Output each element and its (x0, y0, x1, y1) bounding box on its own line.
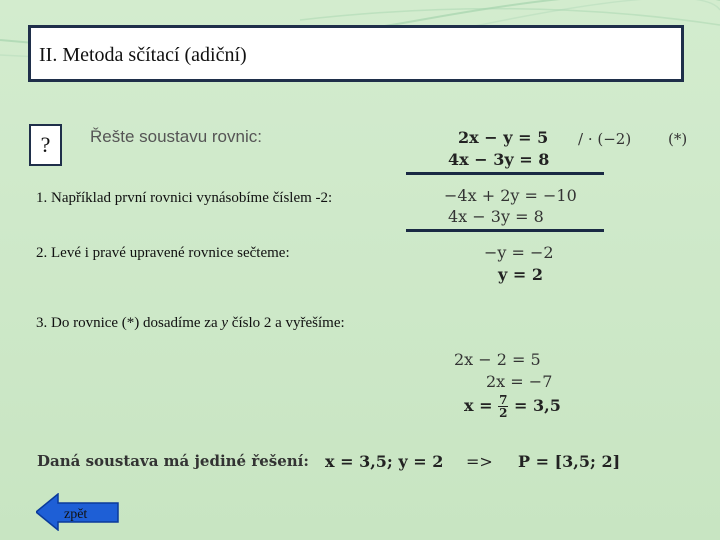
multiply-note: / · (−2) (578, 130, 632, 148)
title-box (28, 25, 684, 82)
step3-eq-c (464, 394, 561, 419)
step-3-var: y (221, 315, 229, 331)
step-1-text: 1. Například první rovnici vynásobíme číslem -2: (36, 190, 333, 206)
step2-eq-b: y = 2 (498, 265, 543, 284)
step1-eq-a: −4x + 2y = −10 (444, 186, 577, 205)
step3-eq-c-pre: x = (464, 396, 493, 415)
step3-eq-c-post: = 3,5 (514, 396, 561, 415)
step2-eq-a: −y = −2 (484, 243, 554, 262)
divider-line-2 (406, 229, 604, 232)
question-box (29, 124, 62, 166)
task-label: Řešte soustavu rovnic: (90, 127, 262, 146)
fraction-den: 2 (499, 406, 508, 420)
system-eq1: 2x − y = 5 (458, 128, 549, 147)
result-set: P = [3,5; 2] (518, 452, 621, 471)
step1-eq-b: 4x − 3y = 8 (448, 207, 544, 226)
back-button[interactable] (36, 493, 120, 531)
fraction-num: 7 (499, 393, 508, 407)
question-mark: ? (40, 132, 51, 157)
step3-eq-a: 2x − 2 = 5 (454, 350, 541, 369)
result-values: x = 3,5; y = 2 (325, 452, 444, 471)
fraction (498, 394, 508, 419)
result-arrow: => (466, 452, 493, 471)
step-2-text: 2. Levé i pravé upravené rovnice sečteme: (36, 245, 290, 261)
star-note: (*) (668, 130, 688, 148)
page-title: II. Metoda sčítací (adiční) (39, 44, 247, 66)
step3-eq-b: 2x = −7 (486, 372, 553, 391)
back-button-label: zpět (64, 507, 88, 522)
step-3-text (36, 315, 345, 332)
step-3-post: číslo 2 a vyřešíme: (228, 315, 345, 331)
system-eq2: 4x − 3y = 8 (448, 150, 550, 169)
result-label: Daná soustava má jediné řešení: (37, 452, 309, 470)
divider-line-1 (406, 172, 604, 175)
step-3-pre: 3. Do rovnice (*) dosadíme za (36, 315, 222, 331)
